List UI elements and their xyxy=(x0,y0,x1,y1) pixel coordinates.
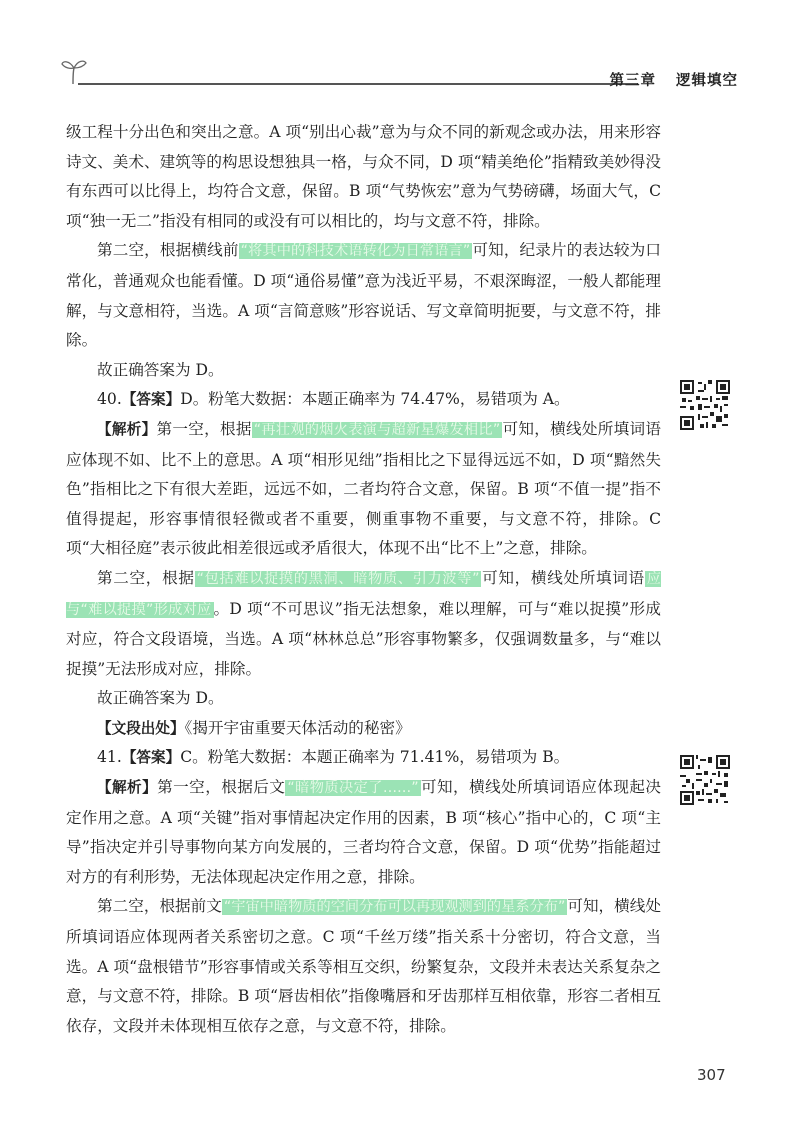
chapter-heading xyxy=(610,69,739,90)
analysis-tag: 【解析】 xyxy=(97,779,158,797)
chapter-number: 第三章 xyxy=(609,73,656,89)
paragraph-text: 第一空，根据后文 xyxy=(157,778,286,797)
highlight-quote: “再壮观的烟火表演与超新星爆发相比” xyxy=(253,421,501,438)
paragraph-text: 。D 项“不可思议”指无法想象，难以理解，可与“难以捉摸”形成对应，符合文段语境，当选。A 项“林林总总”形容事物繁多，仅强调数量多，与“难以捉摸”无法形成对应，排除。 xyxy=(66,599,661,678)
header-rule xyxy=(78,83,638,85)
paragraph-second-blank xyxy=(66,236,661,355)
paragraph-continued xyxy=(66,118,661,236)
answer-tag: 【答案】 xyxy=(121,391,181,409)
paragraph-text: 故正确答案为 D。 xyxy=(97,360,224,379)
q41-answer xyxy=(66,743,661,773)
paragraph-text: 可知，横线处所填词语应体现两者关系密切之意。C 项“千丝万缕”指关系十分密切，符合文意，当选。A 项“盘根错节”形容事情或关系等相互交织，纷繁复杂，文段并未表达关系复杂之意，与文意不符，排除。B 项“唇齿相依”指像嘴唇和牙齿那样互相依靠，形容二者相互依存，文段并未体现相互依存之意，与文意不符，排除。 xyxy=(66,897,661,1035)
sprout-icon xyxy=(60,56,88,86)
answer-tag: 【答案】 xyxy=(121,749,181,767)
q40-conclusion xyxy=(66,684,661,714)
q40-analysis xyxy=(66,415,661,564)
paragraph-text: 故正确答案为 D。 xyxy=(97,689,224,708)
page-body xyxy=(66,118,661,1041)
paragraph-text: 可知，横线处所填词语应体现起决定作用之意。A 项“关键”指对事情起决定作用的因素，B 项“核心”指中心的，C 项“主导”指决定并引导事物向某方向发展的，三者均符合文意，保留。D 项“优势”指能超过对方的有利形势，无法体现起决定作用之意，排除。 xyxy=(66,778,661,886)
paragraph-text: 可知，横线处所填词语 xyxy=(481,568,645,587)
highlight-quote: “暗物质决定了……” xyxy=(287,780,419,797)
question-number: 41. xyxy=(97,748,122,767)
qr-code-icon[interactable] xyxy=(680,380,730,430)
page-header xyxy=(58,56,738,96)
paragraph-text: 可知，横线处所填词语应体现不如、比不上的意思。A 项“相形见绌”指相比之下显得远远不如，D 项“黯然失色”指相比之下有很大差距，远远不如，二者均符合文意，保留。B 项“不值一提”指不值得提起，形容事情很轻微或者不重要，侧重事物不重要，与文意不符，排除。C 项“大相径庭”表示彼此相差很远或矛盾很大，体现不出“比不上”之意，排除。 xyxy=(66,419,661,558)
qr-code-icon[interactable] xyxy=(680,755,730,805)
source-tag: 【文段出处】 xyxy=(97,719,185,737)
analysis-tag: 【解析】 xyxy=(97,420,157,438)
q40-source xyxy=(66,714,661,744)
source-title: 《揭开宇宙重要天体活动的秘密》 xyxy=(184,718,411,737)
question-number: 40. xyxy=(97,390,122,409)
paragraph-text: 级工程十分出色和突出之意。A 项“别出心裁”意为与众不同的新观念或办法，用来形容诗文、美术、建筑等的构思设想独具一格，与众不同，D 项“精美绝伦”指精致美妙得没有东西可以比得上，均符合文意，保留。B 项“气势恢宏”意为气势磅礴，场面大气，C 项“独一无二”指没有相同的或没有可以相比的，均与文意不符，排除。 xyxy=(66,123,661,230)
highlight-quote: “包括难以捉摸的黑洞、暗物质、引力波等” xyxy=(196,570,480,587)
q41-second-blank xyxy=(66,892,661,1041)
q40-second-blank xyxy=(66,564,661,684)
answer-conclusion xyxy=(66,356,661,386)
paragraph-text: 第一空，根据 xyxy=(156,419,252,438)
highlight-quote: “将其中的科技术语转化为日常语言” xyxy=(240,243,471,260)
q40-answer xyxy=(66,385,661,415)
paragraph-text: 第二空，根据前文 xyxy=(97,897,222,916)
highlight-quote: “宇宙中暗物质的空间分布可以再现观测到的星系分布” xyxy=(223,899,566,916)
paragraph-text: 第二空，根据横线前 xyxy=(97,241,239,260)
paragraph-text: 可知，纪录片的表达较为口常化，普通观众也能看懂。D 项“通俗易懂”意为浅近平易，不艰深晦涩，一般人都能理解，与文意相符，当选。A 项“言简意赅”形容说话、写文章简明扼要，与文意不符，排除。 xyxy=(66,241,661,350)
page-number: 307 xyxy=(697,1066,726,1084)
answer-text: C。粉笔大数据：本题正确率为 71.41%，易错项为 B。 xyxy=(180,748,570,767)
paragraph-text: 第二空，根据 xyxy=(97,568,195,587)
highlight-phrase: 应与“难以捉摸”形成对应 xyxy=(66,570,661,618)
q41-analysis xyxy=(66,773,661,892)
chapter-title: 逻辑填空 xyxy=(676,73,738,89)
answer-text: D。粉笔大数据：本题正确率为 74.47%，易错项为 A。 xyxy=(180,390,570,409)
